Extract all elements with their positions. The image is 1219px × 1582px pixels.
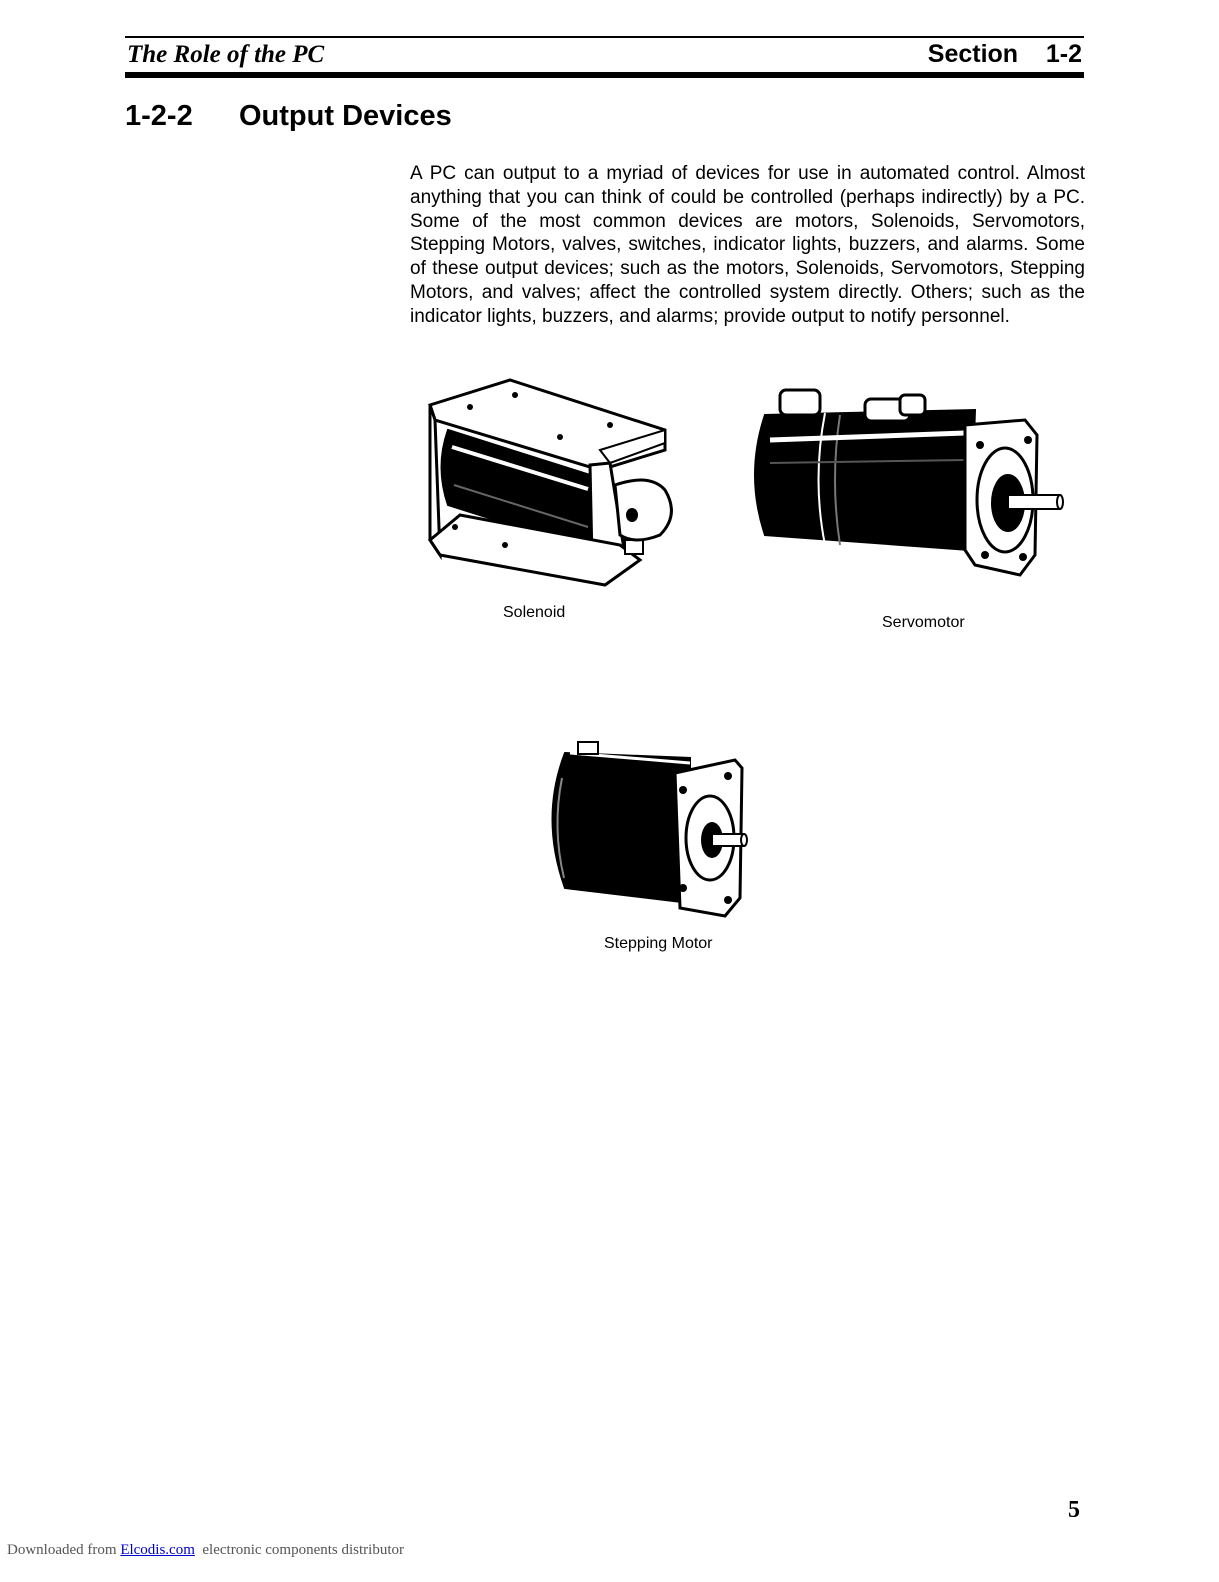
section-indicator — [928, 40, 1082, 69]
footer-prefix: Downloaded from — [7, 1542, 121, 1558]
body-paragraph: A PC can output to a myriad of devices for use in automated control. Almost anything that you can think of could be controlled (perhaps indirectly) by a PC. Some of the most common devices are motors, Solenoids, Servomotors, Stepping Motors, valves, switches, indicator lights, buzzers, and alarms. Some of these output devices; such as the motors, Solenoids, Servomotors, Stepping Motors, and valves; affect the controlled system directly. Others; such as the indicator lights, buzzers, and alarms; provide output to notify personnel. — [410, 163, 1085, 327]
servomotor-illustration — [740, 385, 1065, 580]
section-heading — [125, 100, 452, 133]
elcodis-link[interactable]: Elcodis.com — [120, 1542, 195, 1558]
footer-suffix: electronic components distributor — [194, 1542, 405, 1558]
page-number: 5 — [1068, 1497, 1080, 1523]
solenoid-illustration — [420, 375, 685, 590]
section-number: 1-2 — [1045, 40, 1082, 68]
running-header — [125, 36, 1084, 78]
section-label: Section — [927, 40, 1019, 68]
stepping-motor-caption: Stepping Motor — [604, 935, 713, 952]
solenoid-caption: Solenoid — [503, 604, 566, 621]
download-footer — [7, 1542, 404, 1559]
chapter-title: The Role of the PC — [127, 41, 325, 68]
stepping-motor-illustration — [540, 738, 765, 923]
subsection-title: Output Devices — [239, 100, 452, 132]
subsection-number: 1-2-2 — [125, 100, 193, 132]
servomotor-caption: Servomotor — [882, 614, 965, 631]
